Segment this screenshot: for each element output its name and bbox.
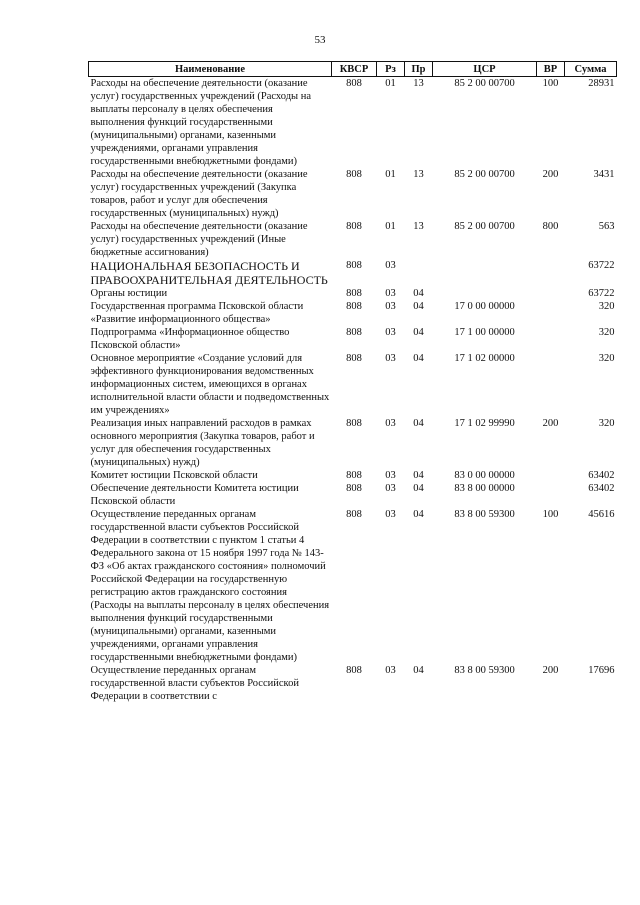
- table-row: [89, 77, 617, 169]
- cell-kvsr: 808: [346, 169, 362, 180]
- cell-name: Основное мероприятие «Создание условий для эффективного функционирования ведомственных информационных систем, имеющихся в органах исполнительной власти области и подведомственных им учреждениях»: [90, 353, 330, 416]
- cell-rz: 03: [385, 665, 396, 676]
- cell-sum: 63722: [588, 288, 615, 299]
- cell-csr: 17 1 00 00000: [454, 327, 515, 338]
- cell-rz: 01: [385, 169, 396, 180]
- cell-rz: 01: [385, 221, 396, 232]
- cell-kvsr: 808: [346, 288, 362, 299]
- cell-kvsr: 808: [346, 260, 362, 271]
- cell-sum: 63722: [588, 260, 615, 271]
- cell-pr: 04: [413, 327, 424, 338]
- cell-rz: 03: [385, 353, 396, 364]
- cell-csr: 83 8 00 59300: [454, 509, 515, 520]
- cell-name: Осуществление переданных органам государственной власти субъектов Российской Федерации в соответствии с пунктом 1 статьи 4 Федерального закона от 15 ноября 1997 года № 143-ФЗ «Об актах гражданского состояния» полномочий Российской Федерации на государственную регистрацию актов гражданского состояния (Расходы на выплаты персоналу в целях обеспечения выполнения функций государственными (муниципальными) органами, казенными учреждениями, органами управления государственными внебюджетными фондами): [90, 509, 330, 663]
- cell-vr: 200: [542, 418, 559, 429]
- cell-name: Государственная программа Псковской области «Развитие информационного общества»: [90, 301, 304, 325]
- cell-rz: 01: [385, 78, 396, 89]
- table-row: [89, 300, 617, 326]
- cell-sum: 320: [598, 327, 615, 338]
- cell-csr: 83 8 00 59300: [454, 665, 515, 676]
- cell-csr: 83 0 00 00000: [454, 470, 515, 481]
- cell-pr: 04: [413, 288, 424, 299]
- cell-csr: [433, 259, 537, 287]
- cell-name: Реализация иных направлений расходов в рамках основного мероприятия (Закупка товаров, работ и услуг для обеспечения государственных (муниципальных) нужд): [90, 418, 315, 468]
- cell-rz: 03: [385, 483, 396, 494]
- cell-csr: [433, 287, 537, 300]
- cell-kvsr: 808: [346, 509, 362, 520]
- page-number: 53: [314, 34, 326, 46]
- cell-kvsr: 808: [346, 470, 362, 481]
- header-csr: ЦСР: [433, 62, 537, 77]
- cell-pr: 04: [413, 418, 424, 429]
- cell-name: Осуществление переданных органам государственной власти субъектов Российской Федерации в соответствии с: [90, 665, 299, 702]
- cell-pr: 04: [413, 353, 424, 364]
- cell-pr: 13: [413, 169, 424, 180]
- cell-name: Расходы на обеспечение деятельности (оказание услуг) государственных учреждений (Закупка товаров, работ и услуг для обеспечения государственных (муниципальных) нужд): [90, 169, 308, 219]
- cell-csr: 17 1 02 00000: [454, 353, 515, 364]
- cell-name: Органы юстиции: [90, 288, 168, 299]
- cell-rz: 03: [385, 260, 396, 271]
- cell-kvsr: 808: [346, 483, 362, 494]
- table-row: [89, 168, 617, 220]
- cell-vr: [537, 287, 565, 300]
- cell-pr: 04: [413, 665, 424, 676]
- table-row: [89, 664, 617, 703]
- cell-rz: 03: [385, 288, 396, 299]
- cell-name: Расходы на обеспечение деятельности (оказание услуг) государственных учреждений (Расходы на выплаты персоналу в целях обеспечения выполнения функций государственными (муниципальными) органами, казенными учреждениями, органами управления государственными внебюджетными фондами): [90, 78, 312, 167]
- cell-csr: 83 8 00 00000: [454, 483, 515, 494]
- cell-pr: 04: [413, 301, 424, 312]
- table-row: [89, 326, 617, 352]
- table-header-row: [89, 62, 617, 77]
- cell-csr: 85 2 00 00700: [454, 169, 515, 180]
- cell-rz: 03: [385, 301, 396, 312]
- cell-pr: 04: [413, 483, 424, 494]
- cell-vr: 100: [542, 78, 559, 89]
- table-body: [89, 77, 617, 704]
- cell-sum: 320: [598, 418, 615, 429]
- cell-kvsr: 808: [346, 418, 362, 429]
- table-row: [89, 287, 617, 300]
- cell-name: Подпрограмма «Информационное общество Псковской области»: [90, 327, 290, 351]
- cell-csr: 85 2 00 00700: [454, 221, 515, 232]
- cell-pr: 04: [413, 509, 424, 520]
- budget-table: [88, 61, 617, 703]
- cell-vr: 200: [542, 665, 559, 676]
- cell-vr: 800: [542, 221, 559, 232]
- cell-rz: 03: [385, 509, 396, 520]
- header-rz: Рз: [377, 62, 405, 77]
- cell-sum: 320: [598, 353, 615, 364]
- table-row: [89, 259, 617, 287]
- cell-csr: 17 1 02 99990: [454, 418, 515, 429]
- table-row: [89, 508, 617, 664]
- cell-sum: 28931: [588, 78, 615, 89]
- table-row: [89, 469, 617, 482]
- cell-vr: [537, 300, 565, 326]
- cell-csr: 85 2 00 00700: [454, 78, 515, 89]
- header-sum: Сумма: [565, 62, 617, 77]
- cell-kvsr: 808: [346, 353, 362, 364]
- header-name: Наименование: [89, 62, 332, 77]
- cell-name: Обеспечение деятельности Комитета юстиции Псковской области: [90, 483, 299, 507]
- header-vr: ВР: [537, 62, 565, 77]
- header-pr: Пр: [405, 62, 433, 77]
- cell-vr: [537, 352, 565, 417]
- cell-kvsr: 808: [346, 665, 362, 676]
- header-kvsr: КВСР: [332, 62, 377, 77]
- cell-rz: 03: [385, 470, 396, 481]
- cell-sum: 45616: [588, 509, 615, 520]
- cell-kvsr: 808: [346, 327, 362, 338]
- cell-vr: [537, 482, 565, 508]
- cell-name: НАЦИОНАЛЬНАЯ БЕЗОПАСНОСТЬ И ПРАВООХРАНИТЕЛЬНАЯ ДЕЯТЕЛЬНОСТЬ: [90, 259, 328, 287]
- table-row: [89, 220, 617, 259]
- cell-vr: 100: [542, 509, 559, 520]
- cell-rz: 03: [385, 418, 396, 429]
- cell-sum: 320: [598, 301, 615, 312]
- cell-vr: [537, 469, 565, 482]
- cell-kvsr: 808: [346, 221, 362, 232]
- cell-rz: 03: [385, 327, 396, 338]
- table-row: [89, 417, 617, 469]
- cell-vr: 200: [542, 169, 559, 180]
- cell-csr: 17 0 00 00000: [454, 301, 515, 312]
- cell-kvsr: 808: [346, 78, 362, 89]
- cell-vr: [537, 326, 565, 352]
- cell-vr: [537, 259, 565, 287]
- cell-name: Комитет юстиции Псковской области: [90, 470, 258, 481]
- cell-sum: 63402: [588, 470, 615, 481]
- cell-kvsr: 808: [346, 301, 362, 312]
- table-row: [89, 482, 617, 508]
- cell-pr: 04: [413, 470, 424, 481]
- cell-sum: 563: [598, 221, 615, 232]
- cell-pr: 13: [413, 221, 424, 232]
- cell-sum: 63402: [588, 483, 615, 494]
- table-row: [89, 352, 617, 417]
- cell-pr: [405, 259, 433, 287]
- cell-name: Расходы на обеспечение деятельности (оказание услуг) государственных учреждений (Иные бюджетные ассигнования): [90, 221, 308, 258]
- cell-sum: 17696: [588, 665, 615, 676]
- cell-pr: 13: [413, 78, 424, 89]
- cell-sum: 3431: [593, 169, 615, 180]
